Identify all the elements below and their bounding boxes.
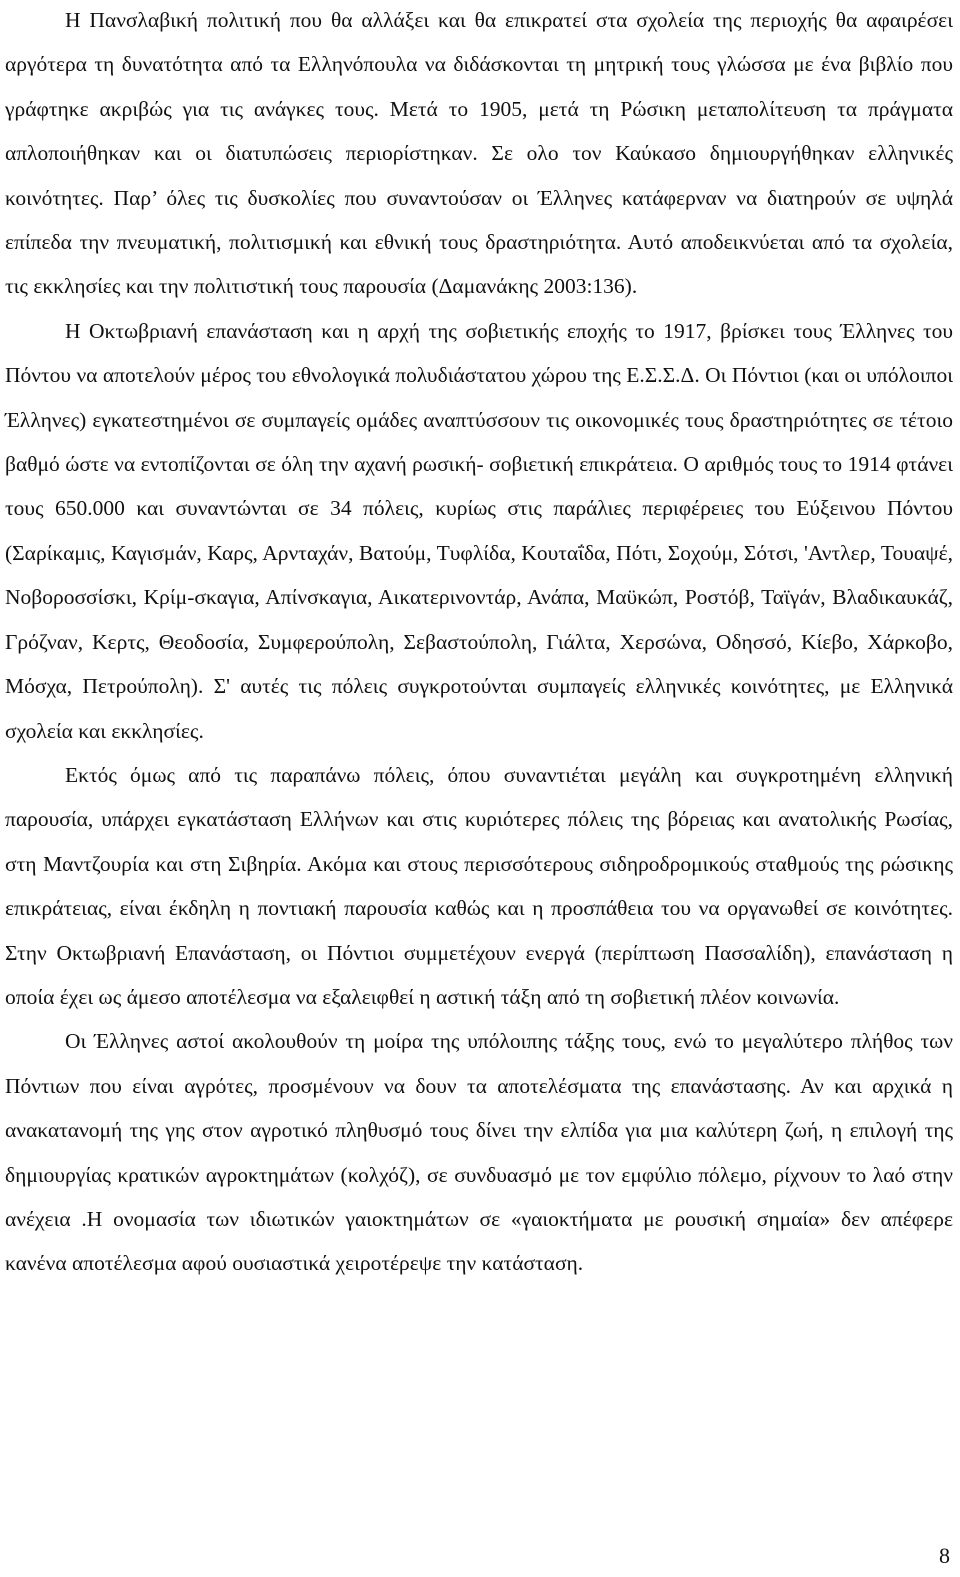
paragraph-4: Οι Έλληνες αστοί ακολουθούν τη μοίρα της υπόλοιπης τάξης τους, ενώ το μεγαλύτερο πλήθος των Πόντιων που είναι αγρότες, προσμένουν να δουν τα αποτελέσματα της επανάστασης. Αν και αρχικά η ανακατανομή της γης στον αγροτικό πληθυσμό τους δίνει την ελπίδα για μια καλύτερη ζωή, η επιλογή της δημιουργίας κρατικών αγροκτημάτων (κολχόζ), σε συνδυασμό με τον εμφύλιο πόλεμο, ρίχνουν το λαό στην ανέχεια .Η ονομασία των ιδιωτικών γαιοκτημάτων σε «γαιοκτήματα με ρουσική σημαία» δεν απέφερε κανένα αποτέλεσμα αφού ουσιαστικά χειροτέρεψε την κατάσταση. (5, 1029, 953, 1276)
paragraph-3: Εκτός όμως από τις παραπάνω πόλεις, όπου συναντιέται μεγάλη και συγκροτημένη ελληνική παρουσία, υπάρχει εγκατάσταση Ελλήνων και στις κυριότερες πόλεις της βόρειας και ανατολικής Ρωσίας, στη Μαντζουρία και στη Σιβηρία. Ακόμα και στους περισσότερους σιδηροδρομικούς σταθμούς της ρώσικης επικράτειας, είναι έκδηλη η ποντιακή παρουσία καθώς και η προσπάθεια του να οργανωθεί σε κοινότητες. Στην Οκτωβριανή Επανάσταση, οι Πόντιοι συμμετέχουν ενεργά (περίπτωση Πασσαλίδη), επανάσταση η οποία έχει ως άμεσο αποτέλεσμα να εξαλειφθεί η αστική τάξη από τη σοβιετική πλέον κοινωνία. (5, 762, 953, 1009)
body-text (5, 0, 953, 1286)
paragraph-1: Η Πανσλαβική πολιτική που θα αλλάξει και θα επικρατεί στα σχολεία της περιοχής θα αφαιρέσει αργότερα τη δυνατότητα από τα Ελληνόπουλα να διδάσκονται τη μητρική τους γλώσσα με ένα βιβλίο που γράφτηκε ακριβώς για τις ανάγκες τους. Μετά το 1905, μετά τη Ρώσικη μεταπολίτευση τα πράγματα απλοποιήθηκαν και οι διατυπώσεις περιορίστηκαν. Σε ολο τον Καύκασο δημιουργήθηκαν ελληνικές κοινότητες. Παρ’ όλες τις δυσκολίες που συναντούσαν οι Έλληνες κατάφερναν να διατηρούν σε υψηλά επίπεδα την πνευματική, πολιτισμική και εθνική τους δραστηριότητα. Αυτό αποδεικνύεται από τα σχολεία, τις εκκλησίες και την πολιτιστική τους παρουσία (Δαμανάκης 2003:136). (5, 8, 953, 299)
page-number: 8 (939, 1543, 950, 1568)
paragraph-2: Η Οκτωβριανή επανάσταση και η αρχή της σοβιετικής εποχής το 1917, βρίσκει τους Έλληνες του Πόντου να αποτελούν μέρος του εθνολογικά πολυδιάστατου χώρου της Ε.Σ.Σ.Δ. Οι Πόντιοι (και οι υπόλοιποι Έλληνες) εγκατεστημένοι σε συμπαγείς ομάδες αναπτύσσουν τις οικονομικές τους δραστηριότητες σε τέτοιο βαθμό ώστε να εντοπίζονται σε όλη την αχανή ρωσική- σοβιετική επικράτεια. Ο αριθμός τους το 1914 φτάνει τους 650.000 και συναντώνται σε 34 πόλεις, κυρίως στις παράλιες περιφέρειες του Εύξεινου Πόντου (Σαρίκαμις, Καγισμάν, Καρς, Αρνταχάν, Βατούμ, Τυφλίδα, Κουταΐδα, Πότι, Σοχούμ, Σότσι, 'Αντλερ, Τουαψέ, Νοβοροσσίσκι, Κρίμ-σκαγια, Απίνσκαγια, Αικατερινοντάρ, Ανάπα, Μαϋκώπ, Ροστόβ, Ταϊγάν, Βλαδικαυκάζ, Γρόζναν, Κερτς, Θεοδοσία, Συμφερούπολη, Σεβαστούπολη, Γιάλτα, Χερσώνα, Οδησσό, Κίεβο, Χάρκοβο, Μόσχα, Πετρούπολη). Σ' αυτές τις πόλεις συγκροτούνται συμπαγείς ελληνικές κοινότητες, με Ελληνικά σχολεία και εκκλησίες. (5, 318, 953, 743)
